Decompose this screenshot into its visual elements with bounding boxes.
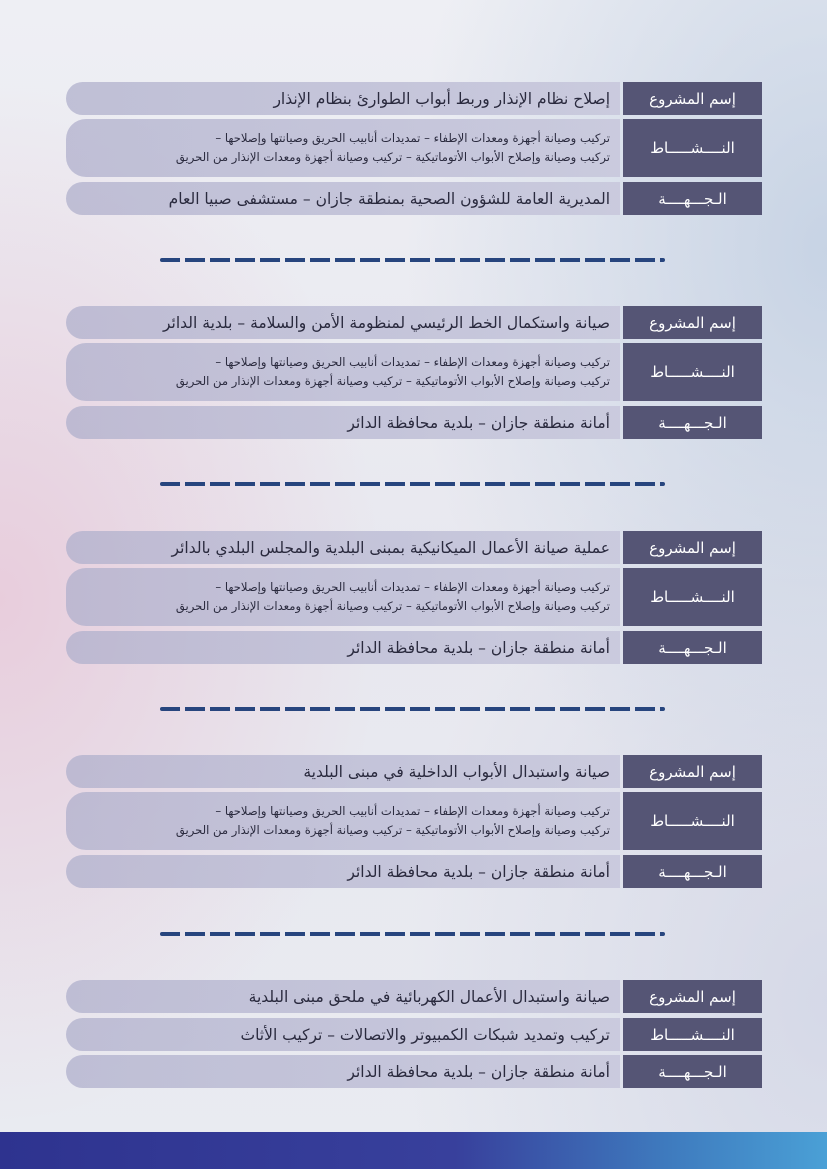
project-activity-label: النــــشـــــاط <box>623 343 762 401</box>
project-entity-label: الـجـــهــــة <box>623 1055 762 1088</box>
project-entity-value: أمانة منطقة جازان – بلدية محافظة الدائر <box>66 406 620 439</box>
project-activity-value <box>66 119 620 177</box>
activity-line-2: تركيب وصيانة وإصلاح الأبواب الأتوماتيكية – تركيب وصيانة أجهزة ومعدات الإنذار من الحريق <box>175 374 610 388</box>
project-entity-value: أمانة منطقة جازان – بلدية محافظة الدائر <box>66 1055 620 1088</box>
project-activity-value <box>66 568 620 626</box>
activity-line-2: تركيب وصيانة وإصلاح الأبواب الأتوماتيكية – تركيب وصيانة أجهزة ومعدات الإنذار من الحريق <box>175 823 610 837</box>
footer-bar <box>0 1132 827 1169</box>
project-name-label: إسم المشروع <box>623 306 762 339</box>
separator-dashed-4 <box>160 932 665 936</box>
project-name-value: صيانة واستبدال الأعمال الكهربائية في ملحق مبنى البلدية <box>66 980 620 1013</box>
activity-line-2: تركيب وصيانة وإصلاح الأبواب الأتوماتيكية – تركيب وصيانة أجهزة ومعدات الإنذار من الحريق <box>175 599 610 613</box>
project-activity-value <box>66 343 620 401</box>
separator-dashed-3 <box>160 707 665 711</box>
project-name-label: إسم المشروع <box>623 755 762 788</box>
activity-line-1: تركيب وصيانة أجهزة ومعدات الإطفاء – تمديدات أنابيب الحريق وصيانتها وإصلاحها – <box>215 804 610 818</box>
project-name-label: إسم المشروع <box>623 82 762 115</box>
project-entity-label: الـجـــهــــة <box>623 855 762 888</box>
activity-line-1: تركيب وصيانة أجهزة ومعدات الإطفاء – تمديدات أنابيب الحريق وصيانتها وإصلاحها – <box>215 131 610 145</box>
project-activity-label: النــــشـــــاط <box>623 792 762 850</box>
project-name-value: عملية صيانة الأعمال الميكانيكية بمبنى البلدية والمجلس البلدي بالدائر <box>66 531 620 564</box>
project-activity-value: تركيب وتمديد شبكات الكمبيوتر والاتصالات – تركيب الأثاث <box>66 1018 620 1051</box>
project-entity-value: أمانة منطقة جازان – بلدية محافظة الدائر <box>66 855 620 888</box>
project-entity-label: الـجـــهــــة <box>623 631 762 664</box>
project-name-label: إسم المشروع <box>623 980 762 1013</box>
project-activity-label: النــــشـــــاط <box>623 568 762 626</box>
activity-line-2: تركيب وصيانة وإصلاح الأبواب الأتوماتيكية – تركيب وصيانة أجهزة ومعدات الإنذار من الحريق <box>175 150 610 164</box>
project-entity-label: الـجـــهــــة <box>623 406 762 439</box>
project-activity-value <box>66 792 620 850</box>
activity-line-1: تركيب وصيانة أجهزة ومعدات الإطفاء – تمديدات أنابيب الحريق وصيانتها وإصلاحها – <box>215 580 610 594</box>
activity-line-1: تركيب وصيانة أجهزة ومعدات الإطفاء – تمديدات أنابيب الحريق وصيانتها وإصلاحها – <box>215 355 610 369</box>
project-name-value: إصلاح نظام الإنذار وربط أبواب الطوارئ بنظام الإنذار <box>66 82 620 115</box>
project-entity-value: المديرية العامة للشؤون الصحية بمنطقة جازان – مستشفى صبيا العام <box>66 182 620 215</box>
project-name-label: إسم المشروع <box>623 531 762 564</box>
separator-dashed-1 <box>160 258 665 262</box>
project-name-value: صيانة واستبدال الأبواب الداخلية في مبنى البلدية <box>66 755 620 788</box>
project-name-value: صيانة واستكمال الخط الرئيسي لمنظومة الأمن والسلامة – بلدية الدائر <box>66 306 620 339</box>
project-activity-label: النــــشـــــاط <box>623 119 762 177</box>
project-activity-label: النــــشـــــاط <box>623 1018 762 1051</box>
project-entity-value: أمانة منطقة جازان – بلدية محافظة الدائر <box>66 631 620 664</box>
separator-dashed-2 <box>160 482 665 486</box>
project-entity-label: الـجـــهــــة <box>623 182 762 215</box>
